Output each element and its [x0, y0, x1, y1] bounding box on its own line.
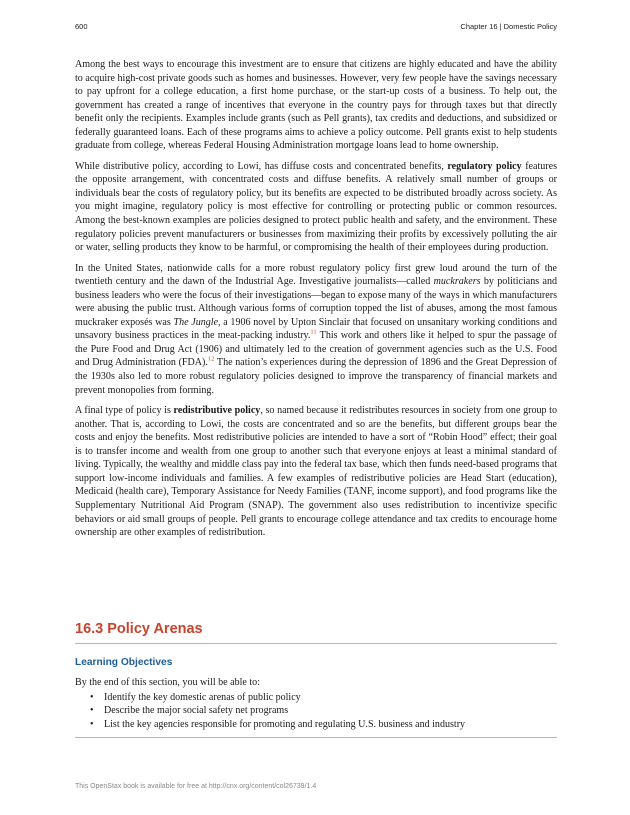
footnote-link-12[interactable]: 12	[207, 356, 215, 364]
paragraph-muckrakers	[75, 262, 557, 397]
paragraph-text: This work and others like it helped to spur the passage of the Pure Food and Drug Act (1906) and ultimately led to the creation of government agencies such as the U.S. Food and Drug Administration (FDA).	[75, 330, 557, 369]
bullet-icon: •	[90, 691, 94, 703]
key-term-redistributive-policy: redistributive policy	[173, 405, 261, 417]
paragraph-text: The nation’s experiences during the depression of 1896 and the Great Depression of the 1930s also led to more robust regulatory policies designed to improve the transparency of financial markets and prevent monopolies from forming.	[75, 357, 557, 396]
paragraph-text: A final type of policy is	[75, 405, 174, 417]
list-item	[90, 704, 557, 718]
paragraph-text: features the opposite arrangement, with concentrated costs and diffuse benefits. A relatively small number of groups or individuals bear the costs of regulatory policy, but its benefits are expected to be distributed broadly across society. As you might imagine, regulatory policy is most effective for controlling or protecting public or common resources. Among the best-known examples are policies designed to protect public health and safety, and the environment. These regulatory policies prevent manufacturers or businesses from maximizing their profits by excessively polluting the air or water, selling products they know to be harmful, or compromising the health of their employees during production.	[75, 160, 558, 254]
paragraph-text: , a 1906 novel by Upton Sinclair that focused on unsanitary working conditions and unsavory business practices in the meat-packing industry.	[75, 316, 557, 342]
paragraph-text: by politicians and business leaders who were the focus of their investigations—began to expose many of the ways in which manufacturers were abusing the public trust. Although various forms of corruption topped the list of abuses, among the most famous muckraker exposés was	[75, 276, 558, 328]
list-item	[90, 691, 557, 705]
paragraph-text: Among the best ways to encourage this investment are to ensure that citizens are highly educated and have the ability to acquire high-cost private goods such as homes and businesses. However, very few people have the savings necessary to pay upfront for a college education, a first home purchase, or the start-up costs of a business. To help out, the government has created a range of incentives that everyone in the country pays for through taxes but that directly benefit only the recipients. Examples include grants (such as Pell grants), tax credits and deductions, and subsidized or federally guaranteed loans. Each of these programs aims to achieve a policy outcome. Pell grants exist to help students graduate from college, whereas Federal Housing Administration mortgage loans lead to home ownership.	[75, 59, 557, 152]
term-muckrakers: muckrakers	[433, 276, 481, 288]
learning-objectives-divider	[75, 737, 557, 738]
paragraph-text: , so named because it redistributes resources in society from one group to another. That is, according to Lowi, the costs are concentrated and so are the benefits, but different groups bear the costs and enjoy the benefits. Most redistributive policies are intended to have a sort of “Robin Hood” effect; their goal is to transfer income and wealth from one group to another such that everyone enjoys at least a minimal standard of living. Typically, the wealthy and middle class pay into the federal tax base, which then funds need-based programs that support low-income individuals and families. A few examples of redistributive policies are Head Start (education), Medicaid (health care), Temporary Assistance for Needy Families (TANF, income support), and food programs like the Supplementary Nutritional Aid Program (SNAP). The government also uses redistribution to incentivize specific behaviors or aid small groups of people. Pell grants to encourage college attendance and tax credits to encourage home ownership are other examples of redistribution.	[75, 405, 557, 539]
page-footer: This OpenStax book is available for free at http://cnx.org/content/col26739/1.4	[75, 783, 317, 790]
learning-objectives-intro: By the end of this section, you will be able to:	[75, 677, 260, 688]
paragraph-investment	[75, 58, 557, 153]
objective-text: List the key agencies responsible for promoting and regulating U.S. business and industry	[104, 718, 466, 730]
objective-text: Describe the major social safety net programs	[104, 705, 289, 716]
learning-objectives-title: Learning Objectives	[75, 657, 173, 668]
page-number: 600	[75, 22, 88, 31]
section-title: 16.3 Policy Arenas	[75, 621, 203, 637]
paragraph-text: While distributive policy, according to Lowi, has diffuse costs and concentrated benefits,	[75, 160, 448, 172]
section-policy-arenas	[75, 620, 557, 738]
objective-text: Identify the key domestic arenas of public policy	[104, 691, 301, 703]
list-item	[90, 718, 557, 732]
book-title-the-jungle: The Jungle	[173, 316, 219, 328]
key-term-regulatory-policy: regulatory policy	[447, 160, 522, 172]
body-text	[75, 58, 557, 540]
paragraph-text: In the United States, nationwide calls for a more robust regulatory policy first grew loud around the turn of the twentieth century and the dawn of the Industrial Age. Investigative journalists—called	[75, 262, 557, 288]
bullet-icon: •	[90, 705, 94, 716]
chapter-title: Chapter 16 | Domestic Policy	[460, 22, 557, 31]
page-header	[75, 22, 557, 36]
learning-objectives-list	[75, 691, 557, 732]
paragraph-redistributive-policy	[75, 404, 557, 539]
footnote-link-11[interactable]: 11	[310, 329, 317, 337]
bullet-icon: •	[90, 718, 94, 730]
section-divider	[75, 643, 557, 644]
paragraph-regulatory-policy	[75, 160, 557, 255]
